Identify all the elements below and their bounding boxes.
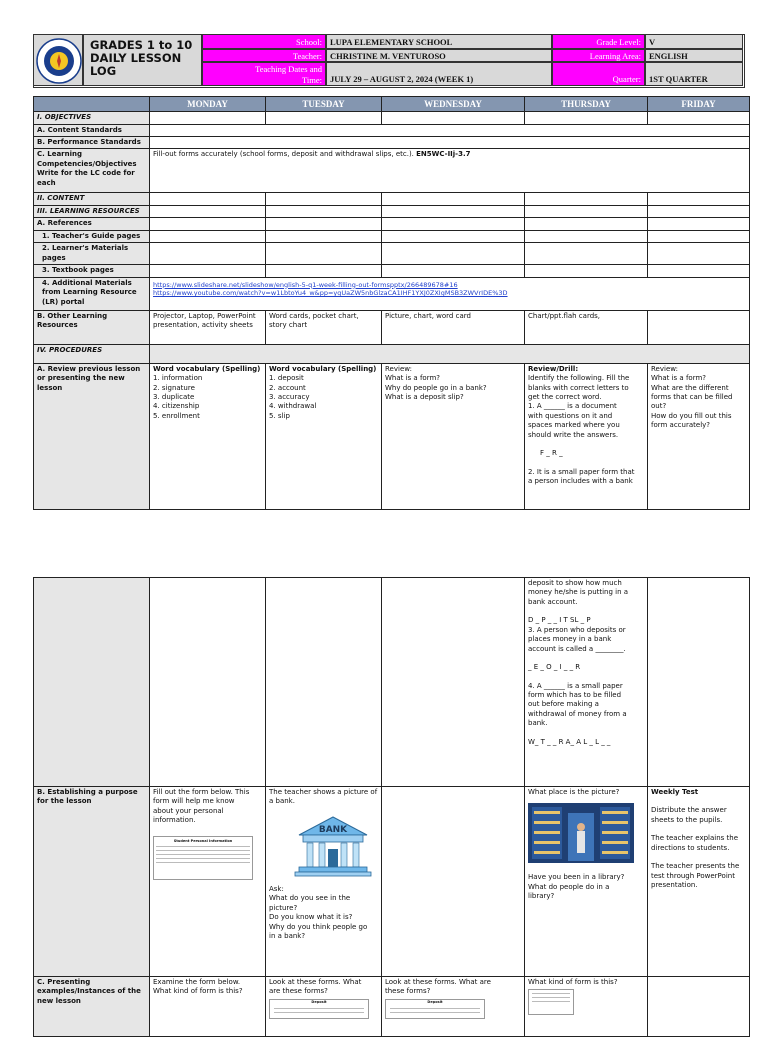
deposit-slip-image <box>269 999 369 1019</box>
learning-competencies-label: C. Learning Competencies/Objectives Write for the LC code for each <box>34 149 150 193</box>
purpose-friday-line: Distribute the answer <box>651 806 727 815</box>
review-friday <box>648 363 750 509</box>
textbook-pages-text: 3. Textbook pages <box>42 266 114 275</box>
thursday-cont-line: _ E _ O _ I _ _ R <box>528 663 581 672</box>
review-monday-item: 2. signature <box>153 383 195 392</box>
deposit-slip-label: Deposit <box>427 999 443 1004</box>
other-resources-thursday: Chart/ppt.flah cards, <box>525 310 648 344</box>
purpose-tuesday-line: Do you know what it is? <box>269 913 353 922</box>
purpose-tuesday-top: The teacher shows a picture of a bank. <box>269 788 378 806</box>
review-wednesday-item: What is a deposit slip? <box>385 392 464 401</box>
purpose-tuesday-line: in a bank? <box>269 932 306 941</box>
references-label: A. References <box>34 218 150 230</box>
purpose-friday-line: The teacher presents the <box>651 862 740 871</box>
review-monday-item: 4. citizenship <box>153 402 200 411</box>
review-thursday-line: Identify the following. Fill the <box>528 374 630 383</box>
thursday-cont-line: W_ T _ _ R A_ A L _ L _ _ <box>528 737 611 746</box>
quarter-value-text: 1ST QUARTER <box>649 74 708 84</box>
purpose-thursday-top: What place is the picture? <box>528 788 620 796</box>
purpose-friday-line: directions to students. <box>651 843 730 852</box>
title-line-3: LOG <box>90 64 117 78</box>
bank-building-icon <box>293 813 373 877</box>
review-tuesday-item: 2. account <box>269 383 306 392</box>
day-thursday: THURSDAY <box>525 97 648 112</box>
personal-info-form-title: Student Personal Information <box>173 838 233 843</box>
review-monday <box>150 363 266 509</box>
presenting-monday-line: Examine the form below. <box>153 978 241 986</box>
presenting-monday <box>150 977 266 1037</box>
review-thursday-line: 1. A ______ is a document <box>528 402 617 411</box>
purpose-monday-line: form will help me know <box>153 797 235 806</box>
purpose-friday-title: Weekly Test <box>651 788 699 796</box>
review-wednesday-item: What is a form? <box>385 374 440 383</box>
dates-value <box>326 62 552 86</box>
dates-label <box>202 62 326 86</box>
lesson-table-page1 <box>33 96 750 510</box>
grade-label: Grade Level: <box>552 34 645 49</box>
school-label: School: <box>202 34 326 49</box>
purpose-friday-line: presentation. <box>651 881 698 890</box>
presenting-wednesday-line: Look at these forms. What are <box>385 978 491 986</box>
purpose-monday-line: information. <box>153 816 196 825</box>
purpose-tuesday-line: Why do you think people go <box>269 922 368 931</box>
presenting-wednesday <box>382 977 525 1037</box>
bank-sign-text: BANK <box>318 824 348 835</box>
review-tuesday <box>266 363 382 509</box>
presenting-thursday-line: What kind of form is this? <box>528 978 618 986</box>
thursday-cont-line: D _ P _ _ I T SL _ P <box>528 616 591 625</box>
lm-pages-text: 2. Learner's Materials pages <box>42 244 129 262</box>
presenting-wednesday-line: these forms? <box>385 987 431 996</box>
form-document-image <box>528 989 574 1015</box>
thursday-cont-line: bank account. <box>528 597 578 606</box>
deposit-slip-label: Deposit <box>311 999 327 1004</box>
thursday-cont-line: account is called a ________. <box>528 644 626 653</box>
other-resources-wednesday: Picture, chart, word card <box>382 310 525 344</box>
review-thursday-line: get the correct word. <box>528 392 602 401</box>
corner-cell <box>34 97 150 112</box>
additional-materials-label <box>34 277 150 310</box>
textbook-pages-label <box>34 265 150 277</box>
review-tuesday-title: Word vocabulary (Spelling) <box>269 364 377 373</box>
review-friday-item: What is a form? <box>651 374 706 383</box>
day-friday: FRIDAY <box>648 97 750 112</box>
additional-materials-links <box>150 277 750 310</box>
teacher-value: CHRISTINE M. VENTUROSO <box>326 49 552 62</box>
school-value: LUPA ELEMENTARY SCHOOL <box>326 34 552 49</box>
presenting-tuesday-line: Look at these forms. What <box>269 978 362 986</box>
thursday-cont-line: out before making a <box>528 700 599 709</box>
thursday-cont-line: places money in a bank <box>528 635 612 644</box>
purpose-friday-line: The teacher explains the <box>651 834 739 843</box>
review-monday-item: 3. duplicate <box>153 392 195 401</box>
review-thursday-title: Review/Drill: <box>528 364 579 373</box>
review-thursday-continued <box>525 578 648 787</box>
review-monday-item: 1. information <box>153 374 203 383</box>
review-friday-item: How do you fill out this <box>651 411 732 420</box>
area-value: ENGLISH <box>645 49 743 62</box>
performance-standards-value <box>150 137 750 149</box>
review-thursday-line: with questions on it and <box>528 411 613 420</box>
other-resources-tuesday: Word cards, pocket chart, story chart <box>266 310 382 344</box>
review-tuesday-item: 5. slip <box>269 411 290 420</box>
area-label: Learning Area: <box>552 49 645 62</box>
purpose-tuesday-line: picture? <box>269 903 298 912</box>
deped-seal-icon <box>36 38 82 84</box>
dates-label-line-1: Teaching Dates and <box>255 64 322 74</box>
deposit-slip-image <box>385 999 485 1019</box>
learning-resources-label: III. LEARNING RESOURCES <box>34 205 150 217</box>
objectives-label: I. OBJECTIVES <box>34 112 150 124</box>
review-thursday-line: spaces marked where you <box>528 421 620 430</box>
thursday-cont-line: money he/she is putting in a <box>528 588 629 597</box>
review-thursday-line: F _ R _ <box>540 449 563 458</box>
thursday-cont-line: 4. A ______ is a small paper <box>528 681 623 690</box>
review-continued-label <box>34 578 150 787</box>
day-wednesday: WEDNESDAY <box>382 97 525 112</box>
thursday-cont-line: form which has to be filled <box>528 690 622 699</box>
purpose-tuesday <box>266 787 382 977</box>
presenting-thursday <box>525 977 648 1037</box>
presenting-monday-line: What kind of form is this? <box>153 987 243 996</box>
thursday-cont-line: 3. A person who deposits or <box>528 625 626 634</box>
thursday-cont-line: withdrawal of money from a <box>528 709 627 718</box>
purpose-thursday-line: library? <box>528 892 555 901</box>
dates-value-text: JULY 29 – AUGUST 2, 2024 (WEEK 1) <box>330 74 474 84</box>
review-tuesday-item: 1. deposit <box>269 374 304 383</box>
purpose-monday <box>150 787 266 977</box>
grade-value: V <box>645 34 743 49</box>
quarter-label-text: Quarter: <box>612 74 641 84</box>
purpose-monday-line: Fill out the form below. This <box>153 788 250 796</box>
review-friday-item: form accurately? <box>651 421 710 430</box>
procedures-label: IV. PROCEDURES <box>34 344 150 363</box>
library-photo <box>528 803 634 863</box>
content-label: II. CONTENT <box>34 193 150 205</box>
additional-materials-text: 4. Additional Materials from Learning Resource (LR) portal <box>42 278 137 306</box>
review-thursday <box>525 363 648 509</box>
presenting-label: C. Presenting examples/Instances of the new lesson <box>34 977 150 1037</box>
thursday-cont-line: deposit to show how much <box>528 579 622 587</box>
teacher-label: Teacher: <box>202 49 326 62</box>
youtube-link[interactable]: https://www.youtube.com/watch?v=w1LbtoYu4_w&pp=ygUaZW5nbGlzaCA1IHF1YXJ0ZXIgMSB3ZWVrIDE%3D <box>153 289 508 298</box>
competency-code: EN5WC-IIj-3.7 <box>416 150 471 159</box>
review-label: A. Review previous lesson or presenting the new lesson <box>34 363 150 509</box>
purpose-thursday-line: Have you been in a library? <box>528 873 625 882</box>
personal-info-form-image <box>153 836 253 880</box>
review-tuesday-item: 3. accuracy <box>269 392 310 401</box>
content-standards-label: A. Content Standards <box>34 124 150 136</box>
purpose-friday <box>648 787 750 977</box>
purpose-tuesday-line: What do you see in the <box>269 894 351 903</box>
review-wednesday-title: Review: <box>385 364 412 373</box>
title-line-1: GRADES 1 to 10 <box>90 38 193 52</box>
performance-standards-label: B. Performance Standards <box>34 137 150 149</box>
title-line-2: DAILY LESSON <box>90 51 182 65</box>
quarter-label <box>552 62 645 86</box>
day-monday: MONDAY <box>150 97 266 112</box>
slideshare-link[interactable]: https://www.slideshare.net/slideshow/english-5-q1-week-filling-out-formspptx/266489678#16 <box>153 280 458 289</box>
tg-pages-text: 1. Teacher's Guide pages <box>42 231 141 240</box>
quarter-value <box>645 62 743 86</box>
thursday-cont-line: bank. <box>528 719 548 728</box>
review-thursday-line: 2. It is a small paper form that <box>528 467 635 476</box>
purpose-thursday <box>525 787 648 977</box>
purpose-friday-line: sheets to the pupils. <box>651 815 723 824</box>
lesson-table-page2 <box>33 577 750 1037</box>
review-friday-title: Review: <box>651 364 678 373</box>
competency-text: Fill-out forms accurately (school forms, deposit and withdrawal slips, etc.). <box>153 150 414 159</box>
purpose-wednesday <box>382 787 525 977</box>
presenting-tuesday <box>266 977 382 1037</box>
learning-competencies-value <box>150 149 750 193</box>
dates-label-line-2: Time: <box>301 75 322 85</box>
review-wednesday <box>382 363 525 509</box>
tg-pages-label <box>34 230 150 242</box>
review-thursday-line: a person includes with a bank <box>528 477 633 486</box>
other-resources-label: B. Other Learning Resources <box>34 310 150 344</box>
review-friday-item: forms that can be filled <box>651 392 733 401</box>
presenting-tuesday-line: are these forms? <box>269 987 328 996</box>
review-friday-item: out? <box>651 402 667 411</box>
review-wednesday-item: Why do people go in a bank? <box>385 383 487 392</box>
logo-cell <box>33 34 83 86</box>
review-friday-item: What are the different <box>651 383 729 392</box>
review-tuesday-item: 4. withdrawal <box>269 402 317 411</box>
purpose-friday-line: test through PowerPoint <box>651 871 735 880</box>
content-standards-value <box>150 124 750 136</box>
review-monday-item: 5. enrollment <box>153 411 200 420</box>
review-monday-title: Word vocabulary (Spelling) <box>153 364 261 373</box>
title-cell <box>83 34 202 86</box>
day-tuesday: TUESDAY <box>266 97 382 112</box>
lm-pages-label <box>34 243 150 265</box>
purpose-monday-line: about your personal <box>153 806 224 815</box>
other-resources-monday: Projector, Laptop, PowerPoint presentation, activity sheets <box>150 310 266 344</box>
purpose-label: B. Establishing a purpose for the lesson <box>34 787 150 977</box>
review-thursday-line: blanks with correct letters to <box>528 383 629 392</box>
purpose-thursday-line: What do people do in a <box>528 882 610 891</box>
purpose-tuesday-line: Ask: <box>269 884 284 893</box>
review-thursday-line: should write the answers. <box>528 430 619 439</box>
